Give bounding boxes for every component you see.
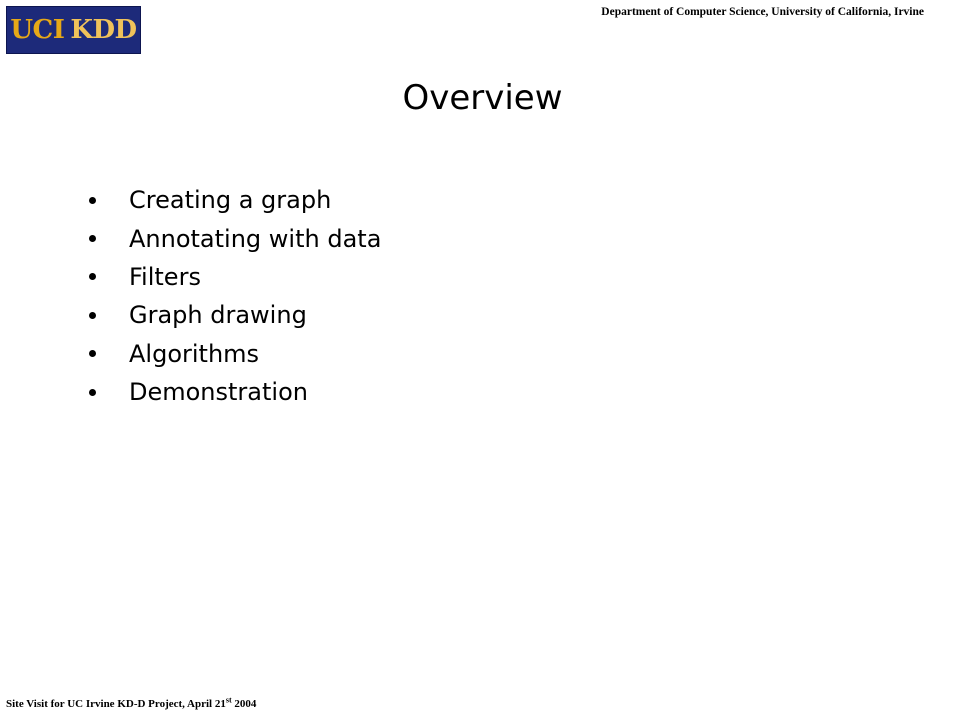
bullet-dot-icon (86, 271, 98, 283)
bullet-dot-icon (86, 348, 98, 360)
uci-kdd-logo (6, 6, 141, 54)
bullet-item (86, 219, 381, 257)
bullet-dot-icon (86, 386, 98, 398)
department-header: Department of Computer Science, University of California, Irvine (601, 6, 924, 18)
bullet-dot-icon (86, 233, 98, 245)
logo-uci-text: UCI (10, 15, 65, 45)
bullet-item (86, 258, 381, 296)
bullet-list (86, 181, 381, 411)
bullet-text: Annotating with data (129, 224, 382, 253)
bullet-item (86, 181, 381, 219)
bullet-text: Algorithms (129, 339, 260, 368)
slide-title: Overview (402, 78, 563, 118)
bullet-text: Filters (129, 262, 201, 291)
bullet-text: Demonstration (129, 378, 308, 407)
footer-text: Site Visit for UC Irvine KD-D Project, April 21 (6, 698, 226, 710)
bullet-item (86, 296, 381, 334)
logo-text (10, 17, 136, 43)
bullet-dot-icon (86, 194, 98, 206)
bullet-text: Creating a graph (129, 186, 332, 215)
bullet-dot-icon (86, 309, 98, 321)
footer (6, 695, 257, 710)
bullet-item (86, 335, 381, 373)
footer-year: 2004 (231, 698, 257, 710)
footer-superscript: st (225, 695, 232, 705)
bullet-text: Graph drawing (129, 301, 307, 330)
bullet-item (86, 373, 381, 411)
logo-kdd-text: KDD (70, 15, 137, 45)
